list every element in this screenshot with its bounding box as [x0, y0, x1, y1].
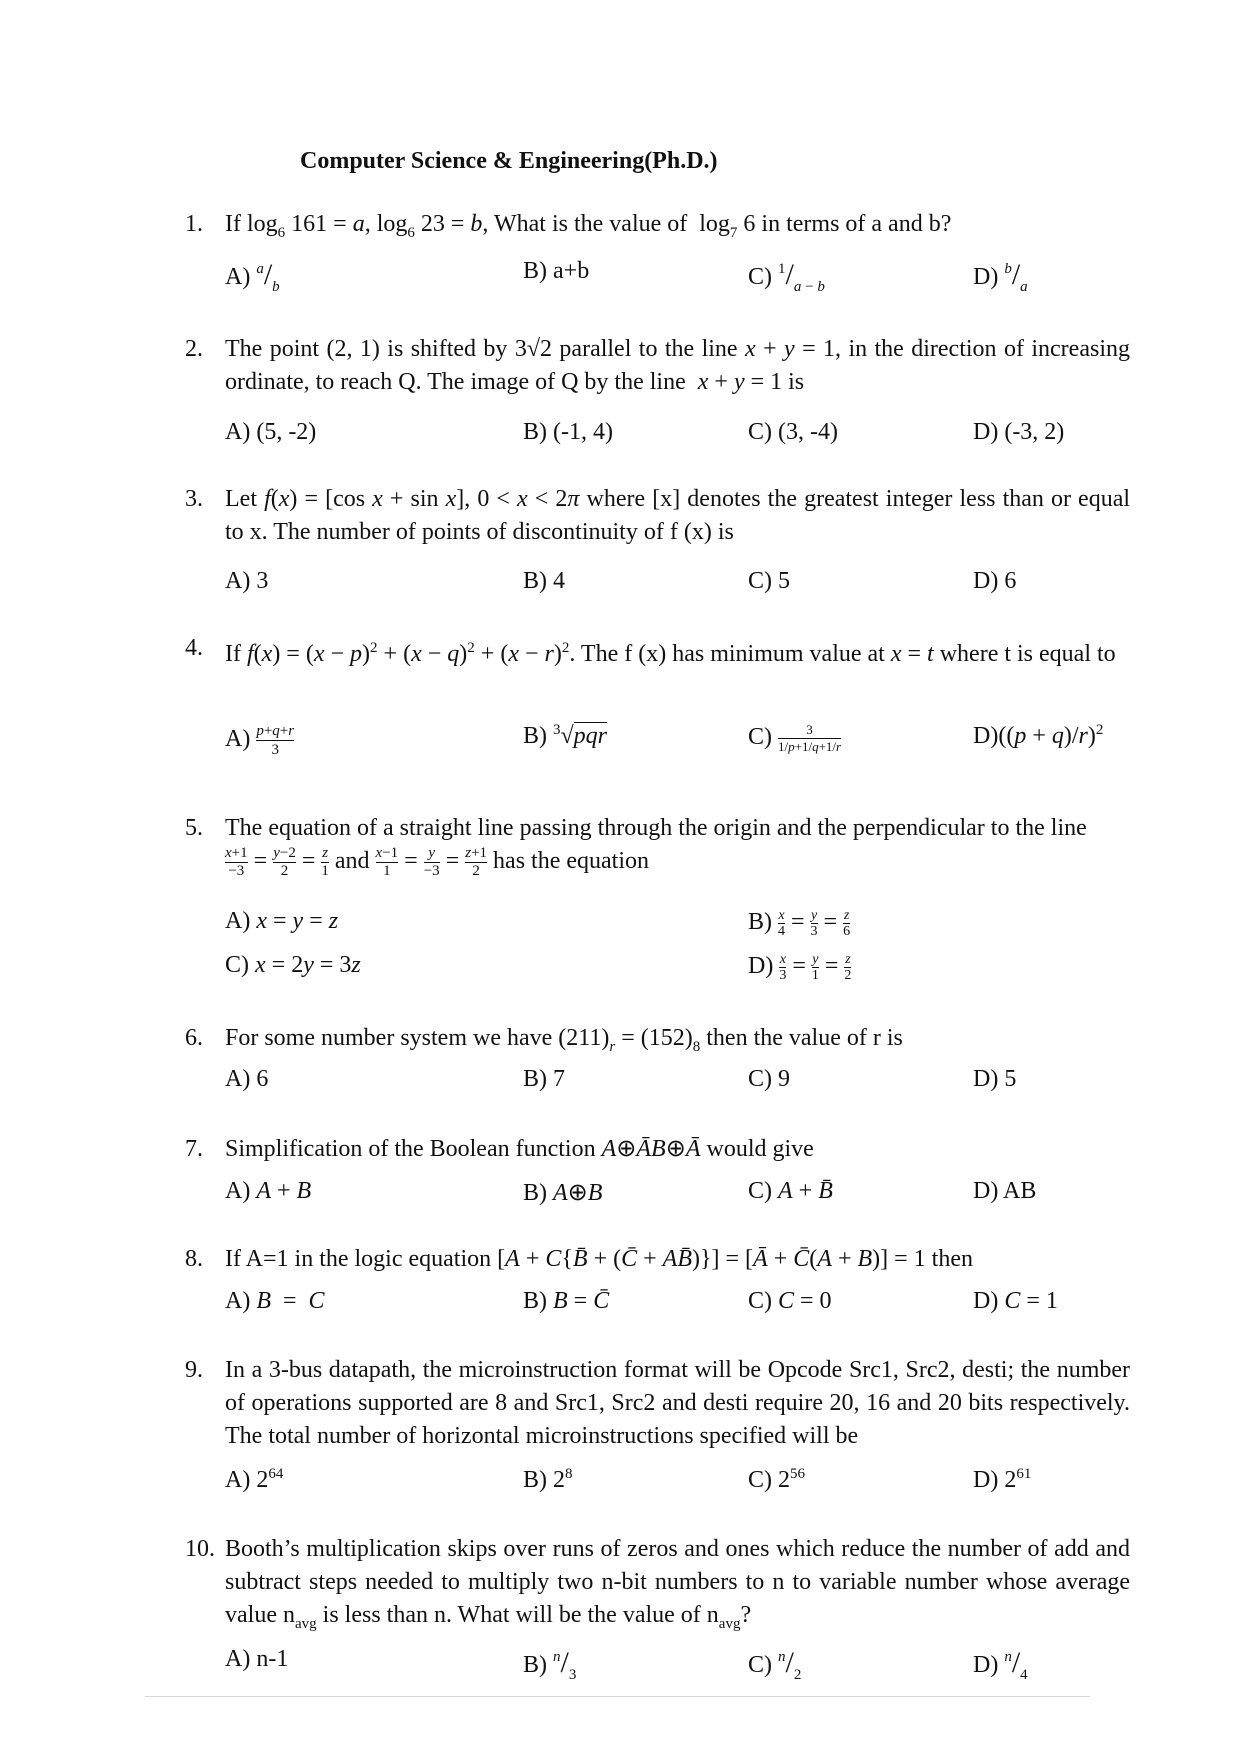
question-number: 6.: [185, 1025, 203, 1051]
option-a[interactable]: A) 6: [225, 1066, 269, 1092]
question-number: 1.: [185, 211, 203, 237]
option-b[interactable]: B) $^n/_3$: [523, 1646, 577, 1683]
question-4: [185, 632, 1130, 671]
question-6: [185, 1022, 1130, 1064]
option-a[interactable]: A) B = C: [225, 1288, 325, 1314]
option-b[interactable]: B) 7: [523, 1066, 565, 1092]
option-b[interactable]: B) B = C̄: [523, 1288, 610, 1314]
question-number: 2.: [185, 336, 203, 362]
option-c[interactable]: C) C = 0: [748, 1288, 832, 1314]
option-c[interactable]: C) (3, -4): [748, 419, 838, 445]
option-d[interactable]: D) AB: [973, 1178, 1037, 1204]
question-text: Simplification of the Boolean function A⊕ĀB⊕Ā would give: [225, 1136, 814, 1162]
question-number: 3.: [185, 486, 203, 512]
option-d[interactable]: D) 5: [973, 1066, 1017, 1092]
question-7: [185, 1133, 1130, 1166]
footer-divider: [145, 1696, 1090, 1697]
question-8: [185, 1243, 1130, 1276]
question-number: 10.: [185, 1536, 215, 1562]
options-row-9: [225, 1466, 1135, 1502]
question-text: If A=1 in the logic equation [A + C{B̄ + (C̄ + AB̄)}] = [Ā + C̄(A + B)] = 1 then: [225, 1246, 973, 1272]
options-row-8: [225, 1288, 1135, 1324]
options-row-1: [225, 258, 1135, 294]
question-text: If $f(x) = (x - p)^2 + (x - q)^2 + (x - r)^2$. The f (x) has minimum value at x = t where t is equal to: [225, 640, 1116, 667]
question-9: [185, 1354, 1130, 1453]
question-1: [185, 208, 1130, 250]
option-a[interactable]: A) 3: [225, 568, 269, 594]
options-row-10: [225, 1646, 1135, 1682]
option-a[interactable]: A) $2^{64}$: [225, 1466, 284, 1493]
page-title: Computer Science & Engineering(Ph.D.): [300, 148, 718, 174]
option-c[interactable]: C) x = 2y = 3z: [225, 952, 361, 978]
option-a[interactable]: A) A + B: [225, 1178, 312, 1204]
option-d[interactable]: D) $^b/_a$: [973, 258, 1028, 295]
option-d[interactable]: D) 6: [973, 568, 1017, 594]
options-row-5b: [225, 952, 1135, 988]
option-c[interactable]: C) $\frac{3}{1/p+1/q+1/r}$: [748, 722, 842, 754]
question-text: For some number system we have $(211)_r = (152)_8$ then the value of r is: [225, 1025, 903, 1055]
question-number: 5.: [185, 815, 203, 841]
question-text: If $\log_6 161 = a$, $\log_6 23 = b$, What is the value of $\log_7 6$ in terms of a and b?: [225, 211, 952, 241]
question-5: [185, 812, 1130, 880]
question-number: 8.: [185, 1246, 203, 1272]
option-b[interactable]: B) a+b: [523, 258, 590, 284]
options-row-4: [225, 722, 1135, 758]
question-10: [185, 1533, 1130, 1641]
option-d[interactable]: $D)((p + q)/r)^2$: [973, 722, 1104, 749]
option-c[interactable]: C) $^n/_2$: [748, 1646, 802, 1683]
option-c[interactable]: C) A + B̄: [748, 1178, 833, 1204]
option-b[interactable]: B) (-1, 4): [523, 419, 613, 445]
question-text: The equation of a straight line passing through the origin and the perpendicular to the line $\frac{x+1}{-3}$ = $\frac{y-2}{2}$ = $\frac{z}{1}$ and $\frac{x-1}{1}$ = $\frac{y}{-3}$ = $\frac{z+1}{2}$ has the equation: [225, 815, 1087, 879]
question-number: 7.: [185, 1136, 203, 1162]
option-d[interactable]: D) $^n/_4$: [973, 1646, 1028, 1683]
option-d[interactable]: D) (-3, 2): [973, 419, 1065, 445]
option-b[interactable]: B) $\frac{x}{4}$ = $\frac{y}{3}$ = $\frac{z}{6}$: [748, 908, 851, 939]
option-a[interactable]: A) n-1: [225, 1646, 289, 1672]
option-c[interactable]: C) 5: [748, 568, 790, 594]
option-c[interactable]: C) 9: [748, 1066, 790, 1092]
options-row-2: [225, 419, 1135, 455]
question-text: Booth’s multiplication skips over runs of zeros and ones which reduce the number of add and subtract steps needed to multiply two n-bit numbers to n to variable number whose average value $n_{avg}$ is less than n. What will be the value of $n_{avg}$?: [225, 1536, 1130, 1632]
option-a[interactable]: A) (5, -2): [225, 419, 317, 445]
option-d[interactable]: D) $2^{61}$: [973, 1466, 1032, 1493]
question-number: 9.: [185, 1357, 203, 1383]
option-c[interactable]: C) $2^{56}$: [748, 1466, 805, 1493]
option-b[interactable]: B) 4: [523, 568, 565, 594]
options-row-5a: [225, 908, 1135, 944]
option-a[interactable]: A) $^a/_b$: [225, 258, 280, 295]
options-row-3: [225, 568, 1135, 604]
option-c[interactable]: C) $^1/_{a - b}$: [748, 258, 825, 295]
question-2: [185, 333, 1130, 399]
option-d[interactable]: D) $\frac{x}{3}$ = $\frac{y}{1}$ = $\frac{z}{2}$: [748, 952, 852, 983]
options-row-7: [225, 1178, 1135, 1214]
option-a[interactable]: A) x = y = z: [225, 908, 339, 934]
option-b[interactable]: B) $^3$√pqr: [523, 722, 608, 749]
option-b[interactable]: B) $2^8$: [523, 1466, 573, 1493]
options-row-6: [225, 1066, 1135, 1102]
question-text: In a 3-bus datapath, the microinstruction format will be Opcode Src1, Src2, desti; the number of operations supported are 8 and Src1, Src2 and desti require 20, 16 and 20 bits respectively. The total number of horizontal microinstructions specified will be: [225, 1357, 1130, 1449]
question-3: [185, 483, 1130, 549]
question-text: Let f(x) = [cos x + sin x], 0 < x < 2π where [x] denotes the greatest integer less than or equal to x. The number of points of discontinuity of f (x) is: [225, 486, 1131, 545]
option-a[interactable]: A) $\frac{p+q+r}{3}$: [225, 723, 295, 758]
option-d[interactable]: D) C = 1: [973, 1288, 1058, 1314]
option-b[interactable]: B) A⊕B: [523, 1180, 603, 1206]
question-number: 4.: [185, 635, 203, 661]
question-text: The point (2, 1) is shifted by 3√2 parallel to the line x + y = 1, in the direction of increasing ordinate, to reach Q. The image of Q by the line x + y = 1 is: [225, 336, 1130, 395]
